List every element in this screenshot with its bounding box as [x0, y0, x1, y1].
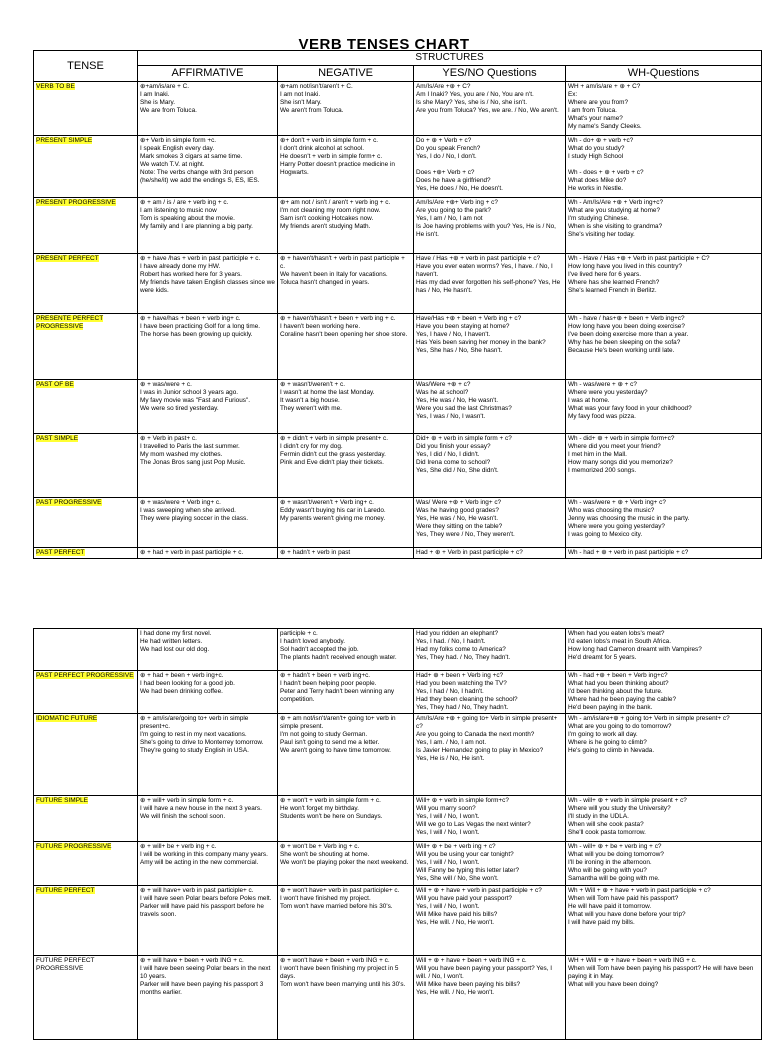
negative-cell: ⊕ + hadn't + verb in past	[278, 548, 414, 559]
negative-header: NEGATIVE	[278, 66, 414, 82]
yes-no-cell: Did+ ⊕ + verb in simple form + c? Did you finish your essay? Yes, I did / No, I didn't. Did Irena come to school? Yes, She did / No, She didn't.	[414, 434, 566, 498]
affirmative-header: AFFIRMATIVE	[138, 66, 278, 82]
tense-name: FUTURE PROGRESSIVE	[36, 843, 112, 850]
wh-header: WH-Questions	[566, 66, 762, 82]
tense-name: PAST SIMPLE	[36, 435, 79, 442]
tense-name-cell	[34, 714, 138, 796]
tense-name-cell	[34, 198, 138, 254]
yes-no-header: YES/NO Questions	[414, 66, 566, 82]
verb-tenses-table-page2	[33, 628, 762, 1040]
tense-name: PAST PERFECT PROGRESSIVE	[36, 672, 134, 679]
negative-cell: ⊕+am not/isn't/aren't + C. I am not Inaki. She isn't Mary. We aren't from Toluca.	[278, 82, 414, 136]
tense-name: VERB TO BE	[36, 83, 75, 90]
tense-name: PRESENT SIMPLE	[36, 137, 93, 144]
negative-cell: ⊕ + didn't + verb in simple present+ c. I didn't cry for my dog. Fermin didn't cut the grass yesterday. Pink and Eve didn't play their tickets.	[278, 434, 414, 498]
wh-cell: Wh - Have / Has +⊕ + Verb in past participle + C? How long have you lived in this country? I've lived here for 6 years. Where has she learned French? She's learned French in Berlitz.	[566, 254, 762, 314]
yes-no-cell: Have / Has +⊕ + verb in past participle + c? Have you ever eaten worms? Yes, I have. / No, I haven't. Has my dad ever forgotten his self-phone? Yes, He has / No, He hasn't.	[414, 254, 566, 314]
affirmative-cell: ⊕ + am / is / are + verb ing + c. I am listening to music now Tom is speaking about the movie. My family and I are planning a big party.	[138, 198, 278, 254]
yes-no-cell: Am/Is/Are +⊕ + C? Am I Inaki? Yes, you are / No, You are n't. Is she Mary? Yes, she is / No, she isn't. Are you from Toluca? Yes, we are. / No, We aren't.	[414, 82, 566, 136]
tense-name-cell	[34, 796, 138, 842]
negative-cell: ⊕ + haven't/hasn't + been + verb ing + c. I haven't been working here. Coraline hasn't been opening her shoe store.	[278, 314, 414, 380]
affirmative-cell: I had done my first novel. He had written letters. We had lost our old dog.	[138, 629, 278, 671]
tense-name-cell	[34, 671, 138, 714]
affirmative-cell: ⊕ + have /has + verb in past participle + c. I have already done my HW. Robert has worked here for 3 years. My friends have taken English classes since we were kids.	[138, 254, 278, 314]
tense-name-cell	[34, 548, 138, 559]
tense-row	[34, 136, 762, 198]
yes-no-cell: Will+ ⊕ + verb in simple form+c? Will you marry soon? Yes, I will / No, I won't. Will we go to Las Vegas the next winter? Yes, I will / No, I won't.	[414, 796, 566, 842]
tense-name-cell	[34, 498, 138, 548]
yes-no-cell: Had+ ⊕ + been + Verb ing +c? Had you been watching the TV? Yes, I had / No, I hadn't. Had they been cleaning the school? Yes, They had / No, They hadn't.	[414, 671, 566, 714]
wh-cell: Wh + Will + ⊕ + have + verb in past participle + c? When will Tom have paid his passport? He will have paid it tomorrow. What will you have done before your trip? I will have paid my bills.	[566, 886, 762, 956]
tense-name: PAST PERFECT	[36, 549, 85, 556]
yes-no-cell: Am/Is/Are +⊕ + going to+ Verb in simple present+ c? Are you going to Canada the next month? Yes, I am. / No, I am not. Is Javier Hernandez going to play in Mexico? Yes, He is / No, He isn't.	[414, 714, 566, 796]
tense-name: FUTURE SIMPLE	[36, 797, 89, 804]
wh-cell: Wh - do+ ⊕ + verb +c? What do you study? I study High School Wh - does + ⊕ + verb + c? What does Mike do? He works in Nestle.	[566, 136, 762, 198]
tense-name-cell	[34, 842, 138, 886]
wh-cell: Wh - had + ⊕ + verb in past participle + c?	[566, 548, 762, 559]
tense-row	[34, 956, 762, 1040]
yes-no-cell: Will + ⊕ + have + verb in past participle + c? Will you have paid your passport? Yes, I will / No, I won't. Will Mike have paid his bills? Yes, He will. / No, He won't.	[414, 886, 566, 956]
negative-cell: ⊕ + won't have + been + verb ING + c. I won't have been finishing my project in 5 days. Tom won't have been marrying until his 30's.	[278, 956, 414, 1040]
affirmative-cell: ⊕ + will+ be + verb ing + c. I will be working in this company many years. Amy will be acting in the new commercial.	[138, 842, 278, 886]
wh-cell: Wh - had +⊕ + been + Verb ing+c? What had you been thinking about? I'd been thinking about the future. Where had he been paying the cable? He'd been paying in the bank.	[566, 671, 762, 714]
negative-cell: ⊕ + won't have+ verb in past participle+ c. I won't have finished my project. Tom won't have married before his 30's.	[278, 886, 414, 956]
affirmative-cell: ⊕ + was/were + c. I was in Junior school 3 years ago. My favy movie was "Fast and Furious". We were so tired yesterday.	[138, 380, 278, 434]
tense-name-cell	[34, 956, 138, 1040]
affirmative-cell: ⊕ + was/were + Verb ing+ c. I was sweeping when she arrived. They were playing soccer in the class.	[138, 498, 278, 548]
yes-no-cell: Will+ ⊕ + be + verb ing + c? Will you be using your car tonight? Yes, I will / No, I won't. Will Fanny be typing this letter later? Yes, She will / No, She won't.	[414, 842, 566, 886]
tense-row	[34, 714, 762, 796]
negative-cell: ⊕+ don't + verb in simple form + c. I don't drink alcohol at school. He doesn't + verb in simple form+ c. Harry Potter doesn't practice medicine in Hogwarts.	[278, 136, 414, 198]
verb-tenses-table-page1	[33, 50, 762, 559]
tense-name-cell	[34, 629, 138, 671]
yes-no-cell: Was/Were +⊕ + c? Was he at school? Yes, He was / No, He wasn't. Were you sad the last Christmas? Yes, I was / No, I wasn't.	[414, 380, 566, 434]
yes-no-cell: Do + ⊕ + Verb + c? Do you speak French? Yes, I do / No, I don't. Does +⊕+ Verb + c? Does he have a girlfriend? Yes, He does / No, He doesn't.	[414, 136, 566, 198]
tense-row	[34, 671, 762, 714]
tense-name-cell	[34, 886, 138, 956]
affirmative-cell: ⊕+am/is/are + C. I am Inaki. She is Mary. We are from Toluca.	[138, 82, 278, 136]
tense-header: TENSE	[34, 51, 138, 82]
affirmative-cell: ⊕+ Verb in simple form +c. I speak English every day. Mark smokes 3 cigars at same time. We watch T.V. at night. Note: The verbs change with 3rd person (he/she/it) we add the endings S, ES, IES.	[138, 136, 278, 198]
tense-row	[34, 254, 762, 314]
tense-name-cell	[34, 82, 138, 136]
affirmative-cell: ⊕ + am/is/are/going to+ verb in simple present+c. I'm going to rest in my next vacations. She's going to drive to Monterrey tomorrow. They're going to study English in USA.	[138, 714, 278, 796]
tense-row	[34, 434, 762, 498]
negative-cell: ⊕ + won't + verb in simple form + c. He won't forget my birthday. Students won't be here on Sundays.	[278, 796, 414, 842]
wh-cell: Wh - will+ ⊕ + be + verb ing + c? What will you be doing tomorrow? I'll be ironing in the afternoon. Who will be going with you? Samantha will be going with me.	[566, 842, 762, 886]
wh-cell: WH + am/is/are + ⊕ + C? Ex: Where are you from? I am from Toluca. What's your name? My name's Sandy Cleeks.	[566, 82, 762, 136]
tense-name: PRESENTE PERFECT PROGRESSIVE	[36, 315, 104, 330]
wh-cell: WH + Will + ⊕ + have + been + verb ING + c. When will Tom have been paying his passport? He will have been paying it in May. What will you have been doing?	[566, 956, 762, 1040]
yes-no-cell: Will + ⊕ + have + been + verb ING + c. Will you have been paying your passport? Yes, I will. / No, I won't. Will Mike have been paying his bills? Yes, He will. / No, He won't.	[414, 956, 566, 1040]
yes-no-cell: Am/Is/Are +⊕+ Verb ing + c? Are you going to the park? Yes, I am / No, I am not Is Joe having problems with you? Yes, He is / No, He isn't.	[414, 198, 566, 254]
tense-name-cell	[34, 314, 138, 380]
structures-header: STRUCTURES	[138, 51, 762, 66]
tense-name-cell	[34, 434, 138, 498]
yes-no-cell: Was/ Were +⊕ + Verb ing+ c? Was he having good grades? Yes, He was / No, He wasn't. Were they sitting on the table? Yes, They were / No, They weren't.	[414, 498, 566, 548]
tense-name-cell	[34, 380, 138, 434]
wh-cell: Wh - have / has+⊕ + been + Verb ing+c? How long have you been doing exercise? I've been doing exercise more than a year. Why has he been sleeping on the sofa? Because He's been working until late.	[566, 314, 762, 380]
tense-row	[34, 82, 762, 136]
wh-cell: Wh - Am/Is/Are +⊕ + Verb ing+c? What are you studying at home? I'm studying Chinese. When is she visiting to grandma? She's visiting her today.	[566, 198, 762, 254]
tense-row	[34, 842, 762, 886]
tense-row	[34, 629, 762, 671]
affirmative-cell: ⊕ + had + been + verb ing+c. I had been looking for a good job. We had been drinking coffee.	[138, 671, 278, 714]
tense-name: FUTURE PERFECT PROGRESSIVE	[36, 957, 95, 972]
tense-name: PAST PROGRESSIVE	[36, 499, 102, 506]
tense-row	[34, 796, 762, 842]
tense-row	[34, 198, 762, 254]
tense-row	[34, 886, 762, 956]
header-row-structures	[34, 51, 762, 66]
wh-cell: When had you eaten lobs's meat? I'd eaten lobs's meat in South Africa. How long had Cameron dreamt with Vampires? He'd dreamt for 5 years.	[566, 629, 762, 671]
tense-name-cell	[34, 254, 138, 314]
yes-no-cell: Have/Has +⊕ + been + Verb ing + c? Have you been staying at home? Yes, I have / No, I haven't. Has Yeis been saving her money in the bank? Yes, She has / No, She hasn't.	[414, 314, 566, 380]
negative-cell: ⊕ + am not/isn't/aren't+ going to+ verb in simple present. I'm not going to study German. Paul isn't going to send me a letter. We aren't going to have time tomorrow.	[278, 714, 414, 796]
negative-cell: ⊕ + wasn't/weren't + Verb ing+ c. Eddy wasn't buying his car in Laredo. My parents weren't giving me money.	[278, 498, 414, 548]
affirmative-cell: ⊕ + will have + been + verb ING + c. I will have been seeing Polar bears in the next 10 years. Parker will have been paying his passport 3 months earlier.	[138, 956, 278, 1040]
tense-name: FUTURE PERFECT	[36, 887, 95, 894]
yes-no-cell: Had + ⊕ + Verb in past participle + c?	[414, 548, 566, 559]
tense-row	[34, 548, 762, 559]
wh-cell: Wh - was/were + ⊕ + c? Where were you yesterday? I was at home. What was your favy food in your childhood? My favy food was pizza.	[566, 380, 762, 434]
affirmative-cell: ⊕ + have/has + been + verb ing+ c. I have been practicing Golf for a long time. The horse has been growing up quickly.	[138, 314, 278, 380]
tense-row	[34, 498, 762, 548]
negative-cell: ⊕ + won't be + Verb ing + c. She won't be shouting at home. We won't be playing poker the next weekend.	[278, 842, 414, 886]
tense-name-cell	[34, 136, 138, 198]
wh-cell: Wh - did+ ⊕ + verb in simple form+c? Where did you meet your friend? I met him in the Mall. How many songs did you memorize? I memorized 200 songs.	[566, 434, 762, 498]
negative-cell: ⊕+ am not / isn't / aren't + verb ing + c. I'm not cleaning my room right now. Sam isn't cooking Hotcakes now. My friends aren't studying Math.	[278, 198, 414, 254]
tense-row	[34, 314, 762, 380]
affirmative-cell: ⊕ + will have+ verb in past participle+ c. I will have seen Polar bears before Poles melt. Parker will have paid his passport before he travels soon.	[138, 886, 278, 956]
affirmative-cell: ⊕ + will+ verb in simple form + c. I will have a new house in the next 3 years. We will finish the school soon.	[138, 796, 278, 842]
tense-row	[34, 380, 762, 434]
affirmative-cell: ⊕ + had + verb in past participle + c.	[138, 548, 278, 559]
header-row-columns	[34, 66, 762, 82]
yes-no-cell: Had you ridden an elephant? Yes, I had. / No, I hadn't. Had my folks come to America? Yes, They had. / No, They hadn't.	[414, 629, 566, 671]
affirmative-cell: ⊕ + Verb in past+ c. I travelled to Paris the last summer. My mom washed my clothes. The Jonas Bros sang just Pop Music.	[138, 434, 278, 498]
negative-cell: ⊕ + wasn't/weren't + c. I wasn't at home the last Monday. It wasn't a big house. They weren't with me.	[278, 380, 414, 434]
chart-title: VERB TENSES CHART	[298, 36, 470, 53]
wh-cell: Wh - will+ ⊕ + verb in simple present + c? Where will you study the University? I'll study in the UDLA. When will she cook pasta? She'll cook pasta tomorrow.	[566, 796, 762, 842]
wh-cell: Wh - was/were + ⊕ + Verb ing+ c? Who was choosing the music? Jenny was choosing the music in the party. Where were you going yesterday? I was going to Mexico city.	[566, 498, 762, 548]
tense-name: PRESENT PERFECT	[36, 255, 99, 262]
tense-name: PAST OF BE	[36, 381, 74, 388]
tense-name: IDIOMATIC FUTURE	[36, 715, 98, 722]
wh-cell: Wh - am/is/are+⊕ + going to+ Verb in simple present+ c? What are you going to do tomorrow? I'm going to work all day. Where is he going to climb? He's going to climb in Nevada.	[566, 714, 762, 796]
negative-cell: ⊕ + haven't/hasn't + verb in past participle + c. We haven't been in Italy for vacations. Toluca hasn't changed in years.	[278, 254, 414, 314]
tense-name: PRESENT PROGRESSIVE	[36, 199, 116, 206]
negative-cell: ⊕ + hadn't + been + verb ing+c. I hadn't been helping poor people. Peter and Terry hadn't been winning any competition.	[278, 671, 414, 714]
negative-cell: participle + c. I hadn't loved anybody. Sol hadn't accepted the job. The plants hadn't received enough water.	[278, 629, 414, 671]
